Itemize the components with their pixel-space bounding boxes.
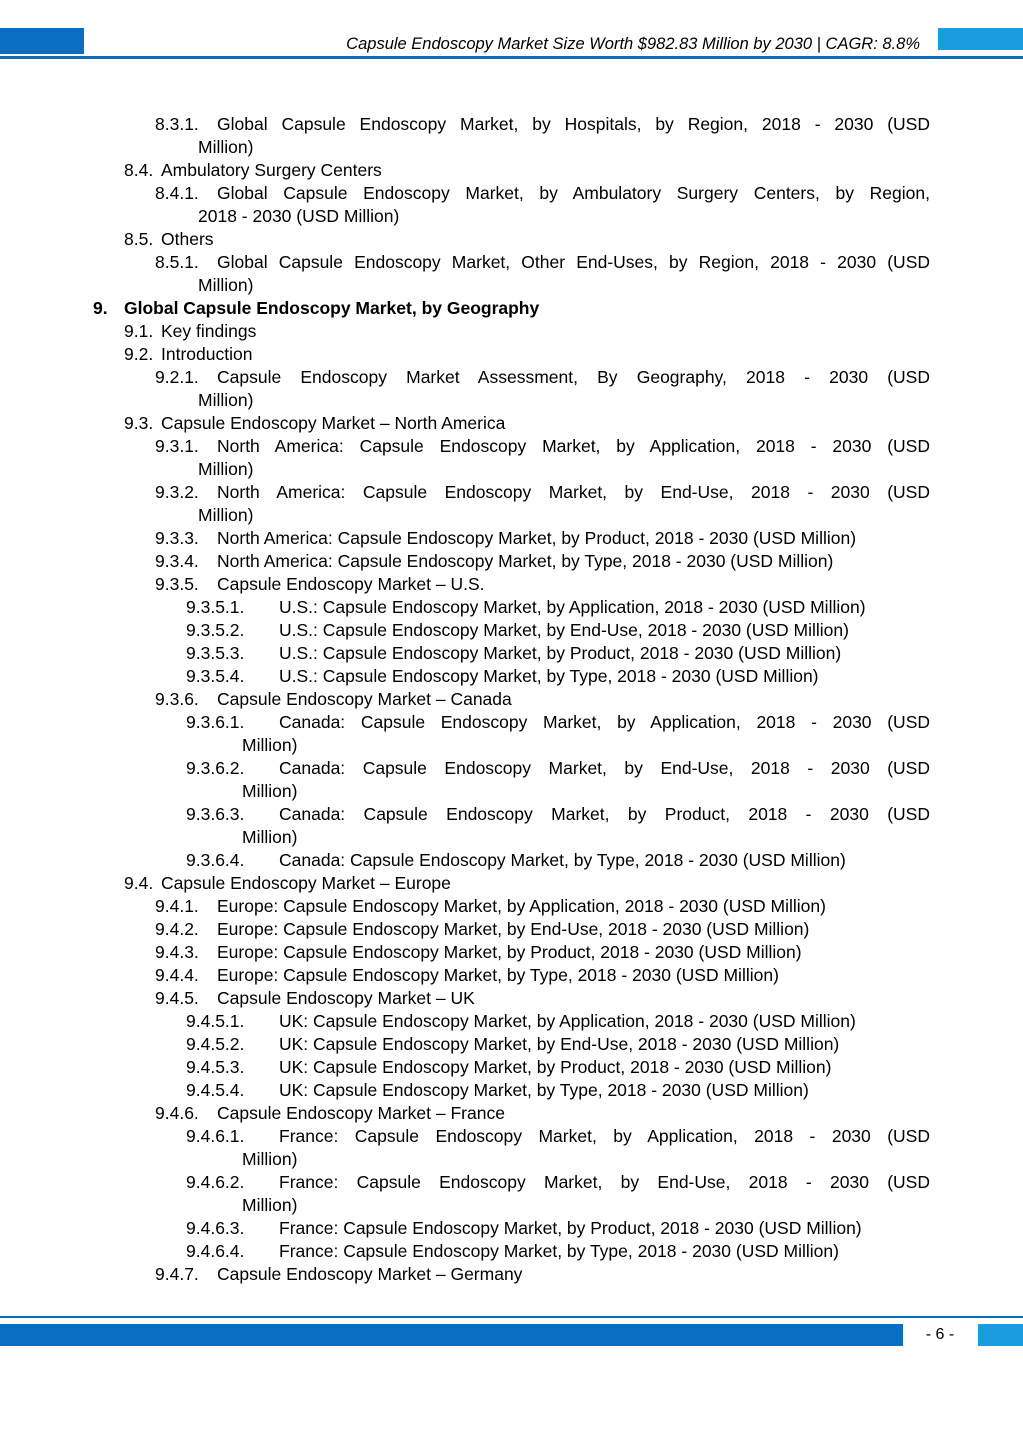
toc-entry-title: Global Capsule Endoscopy Market, by Ambulatory Surgery Centers, by Region, [217,183,930,203]
toc-entry-continuation: Million) [242,827,298,847]
toc-entry-number: 9.3.4. [155,551,199,571]
toc-entry [0,504,1023,527]
toc-entry-title: Capsule Endoscopy Market – France [217,1103,505,1123]
toc-entry [0,182,1023,205]
toc-entry-number: 9.3. [124,413,154,433]
toc-entry-title: Capsule Endoscopy Market – North America [161,413,506,433]
toc-entry [0,320,1023,343]
toc-entry-number: 9.4.6. [155,1103,199,1123]
toc-entry-number: 9.4.5.2. [186,1034,245,1054]
toc-entry-number: 9.3.6.2. [186,758,245,778]
toc-entry-number: 9. [93,298,108,318]
toc-entry [0,1102,1023,1125]
toc-entry-number: 9.3.6.3. [186,804,245,824]
toc-entry [0,780,1023,803]
toc-entry-number: 9.3.6. [155,689,199,709]
toc-entry [0,1148,1023,1171]
toc-entry [0,803,1023,826]
toc-entry-number: 9.3.6.4. [186,850,245,870]
footer-accent-bar [0,1324,903,1346]
toc-entry [0,1056,1023,1079]
toc-entry [0,159,1023,182]
toc-entry-title: UK: Capsule Endoscopy Market, by Type, 2018 - 2030 (USD Million) [279,1080,809,1100]
toc-entry-title: UK: Capsule Endoscopy Market, by End-Use, 2018 - 2030 (USD Million) [279,1034,840,1054]
toc-entry-number: 9.4.5.1. [186,1011,245,1031]
toc-entry [0,964,1023,987]
toc-entry-title: North America: Capsule Endoscopy Market, by End-Use, 2018 - 2030 (USD [217,482,930,502]
toc-entry-continuation: Million) [198,459,254,479]
toc-entry-number: 8.4. [124,160,154,180]
toc-entry [0,113,1023,136]
toc-entry [0,1240,1023,1263]
toc-entry-number: 9.3.5. [155,574,199,594]
table-of-contents [0,113,1023,1286]
toc-entry [0,918,1023,941]
toc-entry-title: Canada: Capsule Endoscopy Market, by Type, 2018 - 2030 (USD Million) [279,850,846,870]
header-accent-block-right [938,28,1023,50]
toc-entry-continuation: Million) [198,137,254,157]
toc-entry-number: 9.4.4. [155,965,199,985]
toc-entry-continuation: Million) [242,1149,298,1169]
toc-entry [0,274,1023,297]
toc-entry-number: 9.4.1. [155,896,199,916]
toc-entry [0,987,1023,1010]
toc-entry-title: U.S.: Capsule Endoscopy Market, by Type, 2018 - 2030 (USD Million) [279,666,819,686]
toc-entry-title: Capsule Endoscopy Market Assessment, By Geography, 2018 - 2030 (USD [217,367,930,387]
toc-entry-title: Europe: Capsule Endoscopy Market, by Type, 2018 - 2030 (USD Million) [217,965,779,985]
toc-entry-number: 9.3.5.2. [186,620,245,640]
toc-entry-number: 9.4.6.4. [186,1241,245,1261]
toc-entry-title: U.S.: Capsule Endoscopy Market, by Application, 2018 - 2030 (USD Million) [279,597,866,617]
toc-entry [0,895,1023,918]
toc-entry [0,205,1023,228]
toc-entry-number: 9.4.6.1. [186,1126,245,1146]
toc-entry [0,297,1023,320]
toc-entry-continuation: Million) [242,1195,298,1215]
toc-entry [0,849,1023,872]
toc-entry [0,826,1023,849]
toc-entry-number: 9.1. [124,321,154,341]
toc-entry-title: North America: Capsule Endoscopy Market, by Application, 2018 - 2030 (USD [217,436,930,456]
toc-entry [0,1033,1023,1056]
toc-entry [0,1010,1023,1033]
toc-entry-number: 9.3.5.4. [186,666,245,686]
toc-entry [0,435,1023,458]
toc-entry [0,642,1023,665]
toc-entry [0,711,1023,734]
toc-entry [0,1217,1023,1240]
toc-entry-continuation: Million) [198,505,254,525]
toc-entry-title: Europe: Capsule Endoscopy Market, by Application, 2018 - 2030 (USD Million) [217,896,826,916]
toc-entry [0,941,1023,964]
toc-entry-number: 9.4.2. [155,919,199,939]
toc-entry-number: 9.2. [124,344,154,364]
toc-entry-title: Ambulatory Surgery Centers [161,160,382,180]
toc-entry-title: Canada: Capsule Endoscopy Market, by Product, 2018 - 2030 (USD [279,804,930,824]
toc-entry-continuation: Million) [242,781,298,801]
toc-entry-title: Others [161,229,214,249]
toc-entry [0,366,1023,389]
toc-entry-title: Canada: Capsule Endoscopy Market, by End-Use, 2018 - 2030 (USD [279,758,930,778]
header-accent-block-left [0,28,84,54]
toc-entry [0,481,1023,504]
toc-entry [0,251,1023,274]
footer-rule [0,1316,1023,1318]
toc-entry-number: 8.3.1. [155,114,199,134]
toc-entry [0,458,1023,481]
toc-entry [0,734,1023,757]
toc-entry [0,136,1023,159]
toc-entry-title: France: Capsule Endoscopy Market, by Application, 2018 - 2030 (USD [279,1126,930,1146]
toc-entry-title: Introduction [161,344,253,364]
toc-entry [0,688,1023,711]
toc-entry-number: 9.4.5. [155,988,199,1008]
toc-entry-title: Canada: Capsule Endoscopy Market, by Application, 2018 - 2030 (USD [279,712,930,732]
toc-entry-number: 9.3.6.1. [186,712,245,732]
toc-entry-title: U.S.: Capsule Endoscopy Market, by Product, 2018 - 2030 (USD Million) [279,643,842,663]
toc-entry [0,1263,1023,1286]
toc-entry-title: Capsule Endoscopy Market – Europe [161,873,451,893]
toc-entry-number: 9.4.7. [155,1264,199,1284]
toc-entry-title: Global Capsule Endoscopy Market, by Hospitals, by Region, 2018 - 2030 (USD [217,114,930,134]
toc-entry-number: 8.5.1. [155,252,199,272]
toc-entry [0,1125,1023,1148]
toc-entry [0,550,1023,573]
toc-entry-title: North America: Capsule Endoscopy Market, by Product, 2018 - 2030 (USD Million) [217,528,857,548]
toc-entry-number: 9.3.3. [155,528,199,548]
toc-entry-number: 9.3.2. [155,482,199,502]
toc-entry-continuation: Million) [198,275,254,295]
toc-entry-title: France: Capsule Endoscopy Market, by Product, 2018 - 2030 (USD Million) [279,1218,862,1238]
toc-entry [0,619,1023,642]
toc-entry-title: France: Capsule Endoscopy Market, by Type, 2018 - 2030 (USD Million) [279,1241,839,1261]
toc-entry-title: Global Capsule Endoscopy Market, Other End-Uses, by Region, 2018 - 2030 (USD [217,252,930,272]
toc-entry-number: 9.2.1. [155,367,199,387]
toc-entry-title: UK: Capsule Endoscopy Market, by Product, 2018 - 2030 (USD Million) [279,1057,832,1077]
toc-entry [0,1194,1023,1217]
toc-entry-title: France: Capsule Endoscopy Market, by End-Use, 2018 - 2030 (USD [279,1172,930,1192]
toc-entry [0,573,1023,596]
toc-entry-number: 9.4.5.4. [186,1080,245,1100]
toc-entry-title: North America: Capsule Endoscopy Market, by Type, 2018 - 2030 (USD Million) [217,551,834,571]
toc-entry-number: 8.5. [124,229,154,249]
toc-entry-title: Key findings [161,321,257,341]
toc-entry [0,527,1023,550]
toc-entry-title: Capsule Endoscopy Market – UK [217,988,475,1008]
toc-entry-number: 9.4.6.3. [186,1218,245,1238]
toc-entry-continuation: Million) [242,735,298,755]
toc-entry-title: Capsule Endoscopy Market – Canada [217,689,512,709]
toc-entry-number: 9.3.5.1. [186,597,245,617]
toc-entry-title: Europe: Capsule Endoscopy Market, by Product, 2018 - 2030 (USD Million) [217,942,802,962]
header-rule [0,56,1023,59]
toc-entry [0,343,1023,366]
page-number: - 6 - [925,1326,955,1343]
toc-entry-number: 9.4.3. [155,942,199,962]
toc-entry-title: UK: Capsule Endoscopy Market, by Application, 2018 - 2030 (USD Million) [279,1011,856,1031]
header-title: Capsule Endoscopy Market Size Worth $982.83 Million by 2030 | CAGR: 8.8% [346,35,920,53]
toc-entry-number: 9.4.5.3. [186,1057,245,1077]
toc-entry-title: Europe: Capsule Endoscopy Market, by End-Use, 2018 - 2030 (USD Million) [217,919,810,939]
toc-entry [0,872,1023,895]
toc-entry-title: U.S.: Capsule Endoscopy Market, by End-Use, 2018 - 2030 (USD Million) [279,620,849,640]
toc-entry-number: 9.4. [124,873,154,893]
toc-entry [0,757,1023,780]
toc-entry-number: 8.4.1. [155,183,199,203]
toc-entry-title: Capsule Endoscopy Market – Germany [217,1264,523,1284]
toc-entry [0,596,1023,619]
toc-entry-number: 9.3.5.3. [186,643,245,663]
toc-entry-number: 9.3.1. [155,436,199,456]
footer-accent-block-right [978,1324,1023,1346]
toc-entry-title: Capsule Endoscopy Market – U.S. [217,574,485,594]
toc-entry [0,412,1023,435]
toc-entry-continuation: 2018 - 2030 (USD Million) [198,206,400,226]
toc-entry [0,389,1023,412]
toc-entry-title: Global Capsule Endoscopy Market, by Geography [124,298,540,318]
toc-entry [0,1171,1023,1194]
toc-entry-continuation: Million) [198,390,254,410]
toc-entry [0,1079,1023,1102]
toc-entry [0,665,1023,688]
toc-entry [0,228,1023,251]
toc-entry-number: 9.4.6.2. [186,1172,245,1192]
